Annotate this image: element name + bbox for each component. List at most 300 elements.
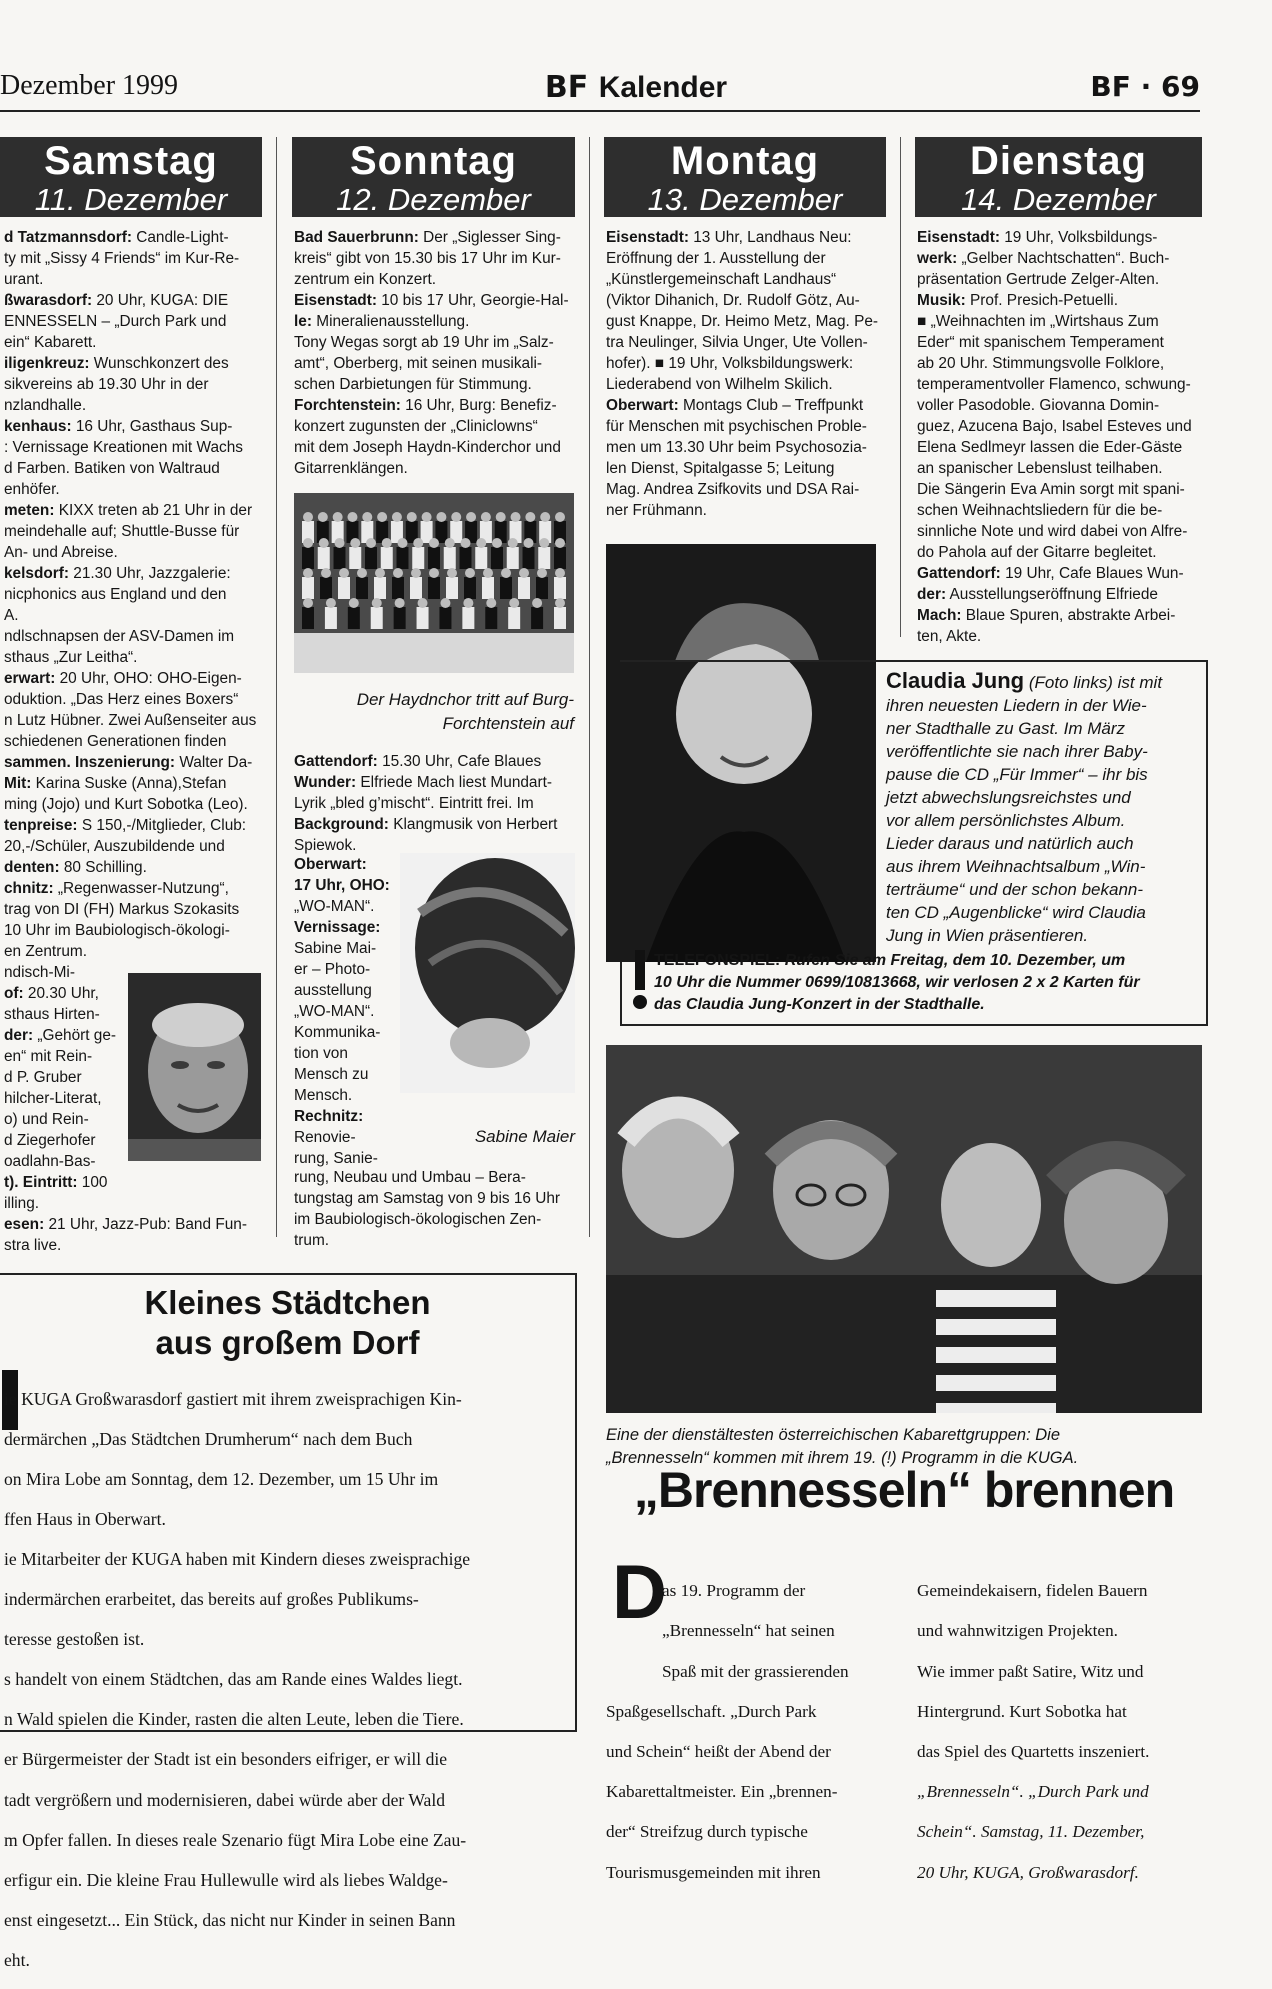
text-line: oadlahn-Bas- <box>4 1153 96 1170</box>
choir-singer-head <box>486 598 496 608</box>
text-line: Kabarettaltmeister. Ein „brennen- <box>606 1782 838 1802</box>
text-line: urant. <box>4 271 44 288</box>
choir-singer <box>507 547 519 569</box>
text-line: Gitarrenklängen. <box>294 460 408 477</box>
text-line: : Vernissage Kreationen mit Wachs <box>4 439 243 456</box>
text-line: Musik: Prof. Presich-Petuelli. <box>917 292 1119 309</box>
text-line: m Opfer fallen. In dieses reale Szenario fügt Mira Lobe eine Zau- <box>4 1829 467 1850</box>
phone-contest-line: 10 Uhr die Nummer 0699/10813668, wir verlosen 2 x 2 Karten für <box>654 974 1140 991</box>
choir-singer-head <box>525 512 535 522</box>
choir-singer <box>475 547 487 569</box>
text-line: Gemeindekaisern, fidelen Bauern <box>917 1581 1148 1601</box>
text-line: Eder“ mit spanischem Temperament <box>917 334 1164 351</box>
text-line: Gattendorf: 19 Uhr, Cafe Blaues Wun- <box>917 565 1184 582</box>
text-line: tungstag am Samstag von 9 bis 16 Uhr <box>294 1190 561 1207</box>
text-line: sammen. Inszenierung: Walter Da- <box>4 754 253 771</box>
choir-singer <box>302 547 314 569</box>
text-line: denten: 80 Schilling. <box>4 859 147 876</box>
tuesday-listings <box>917 227 1203 647</box>
text-line: ndisch-Mi- <box>4 964 75 981</box>
choir-singer-head <box>496 512 506 522</box>
text-line: guez, Azucena Bajo, Isabel Esteves und <box>917 418 1192 435</box>
choir-singer-head <box>347 512 357 522</box>
text-line: esen: 21 Uhr, Jazz-Pub: Band Fun- <box>4 1216 247 1233</box>
choir-singer-head <box>466 512 476 522</box>
choir-singer-head <box>392 512 402 522</box>
text-line: d Tatzmannsdorf: Candle-Light- <box>4 229 229 246</box>
choir-singer-head <box>461 538 471 548</box>
claudia-jung-line: jetzt abwechslungsreichstes und <box>886 788 1131 807</box>
choir-singer-head <box>349 598 359 608</box>
choir-singer <box>460 547 472 569</box>
choir-singer <box>338 577 350 599</box>
monday-listings <box>606 227 888 521</box>
text-line: „Brennesseln“ hat seinen <box>662 1621 835 1641</box>
claudia-jung-line: Jung in Wien präsentieren. <box>886 926 1089 945</box>
day-header-monday: Montag 13. Dezember <box>604 137 886 217</box>
text-line: trag von DI (FH) Markus Szokasits <box>4 901 240 918</box>
choir-singer <box>334 547 346 569</box>
text-line: rung, Neubau und Umbau – Bera- <box>294 1169 526 1186</box>
choir-singer-head <box>539 538 549 548</box>
choir-singer <box>392 577 404 599</box>
choir-singer <box>374 577 386 599</box>
choir-singer-head <box>366 538 376 548</box>
choir-singer-head <box>555 598 565 608</box>
text-line: illing. <box>4 1195 40 1212</box>
claudia-jung-line: vor allem persönlichstes Album. <box>886 811 1126 830</box>
text-line: er – Photo- <box>294 961 371 978</box>
choir-singer-head <box>555 568 565 578</box>
choir-singer-head <box>418 598 428 608</box>
text-line: (Viktor Dihanich, Dr. Rudolf Götz, Au- <box>606 292 860 309</box>
text-line: Elena Sedlmeyr lassen die Eder-Gäste <box>917 439 1183 456</box>
text-line: d P. Gruber <box>4 1069 82 1086</box>
choir-singer <box>439 607 451 629</box>
choir-singer <box>320 577 332 599</box>
claudia-jung-line: ihren neuesten Liedern in der Wie- <box>886 696 1147 715</box>
phone-contest-line: das Claudia Jung-Konzert in der Stadthalle. <box>654 996 985 1013</box>
choir-caption: Der Haydnchor tritt auf Burg- Forchtenstein auf <box>356 690 574 733</box>
text-line: Spaß mit der grassierenden <box>662 1661 849 1681</box>
choir-singer-head <box>407 512 417 522</box>
choir-singer-head <box>429 568 439 578</box>
choir-singer-head <box>481 512 491 522</box>
choir-singer <box>356 577 368 599</box>
section-name: Kalender <box>598 71 728 104</box>
text-line: ■ „Weihnachten im „Wirtshaus Zum <box>917 313 1159 330</box>
choir-singer-head <box>398 538 408 548</box>
text-line: im Baubiologisch-ökologischen Zen- <box>294 1211 542 1228</box>
text-line: tenpreise: S 150,-/Mitglieder, Club: <box>4 817 247 834</box>
text-line: sinnliche Note und wird dabei von Alfre- <box>917 523 1188 540</box>
text-line: ßwarasdorf: 20 Uhr, KUGA: DIE <box>4 292 229 309</box>
text-line: Vernissage: <box>294 919 381 936</box>
text-line: n Wald spielen die Kinder, rasten die alten Leute, leben die Tiere. <box>4 1709 464 1730</box>
text-line: enst eingesetzt... Ein Stück, das nicht nur Kinder in seinen Bann <box>4 1909 456 1930</box>
text-line: Mag. Andrea Zsifkovits und DSA Rai- <box>606 481 860 498</box>
choir-singer <box>318 547 330 569</box>
choir-singer <box>536 577 548 599</box>
text-line: Eisenstadt: 19 Uhr, Volksbildungs- <box>917 229 1158 246</box>
choir-singer <box>428 547 440 569</box>
text-line: Liederabend von Wilhelm Skilich. <box>606 376 833 393</box>
choir-singer <box>302 577 314 599</box>
choir-singer-head <box>463 598 473 608</box>
text-line: Forchtenstein: 16 Uhr, Burg: Benefiz- <box>294 397 557 414</box>
text-line: sthaus Hirten- <box>4 1006 100 1023</box>
text-line: werk: „Gelber Nachtschatten“. Buch- <box>917 250 1170 267</box>
text-line: erwart: 20 Uhr, OHO: OHO-Eigen- <box>4 670 242 687</box>
column-rule <box>900 137 901 637</box>
text-line: len Dienst, Spitalgasse 5; Leitung <box>606 460 835 477</box>
text-line: 10 Uhr im Baubiologisch-ökologi- <box>4 922 230 939</box>
text-line: kelsdorf: 21.30 Uhr, Jazzgalerie: <box>4 565 231 582</box>
text-line: 20,-/Schüler, Auszubildende und <box>4 838 225 855</box>
choir-singer <box>531 607 543 629</box>
text-line: ty mit „Sissy 4 Friends“ im Kur-Re- <box>4 250 240 267</box>
choir-singer <box>554 547 566 569</box>
text-line: sthaus „Zur Leitha“. <box>4 649 138 666</box>
text-line: schiedenen Generationen finden <box>4 733 227 750</box>
choir-singer-head <box>511 512 521 522</box>
text-line: „WO-MAN“. <box>294 1003 375 1020</box>
text-line: ffen Haus in Oberwart. <box>4 1508 166 1529</box>
claudia-jung-line: Lieder daraus und natürlich auch <box>886 834 1134 853</box>
choir-singer-head <box>422 512 432 522</box>
text-line: do Pahola auf der Gitarre begleitet. <box>917 544 1157 561</box>
choir-singer-head <box>319 538 329 548</box>
text-line: zentrum ein Konzert. <box>294 271 437 288</box>
choir-singer <box>302 607 314 629</box>
claudia-jung-line: terträume“ und der schon bekann- <box>886 880 1144 899</box>
claudia-jung-photo-overlap <box>606 662 876 962</box>
text-line: ming (Jojo) und Kurt Sobotka (Leo). <box>4 796 248 813</box>
text-line: iligenkreuz: Wunschkonzert des <box>4 355 229 372</box>
text-line: n Lutz Hübner. Zwei Außenseiter aus <box>4 712 257 729</box>
sunday-listings-top <box>294 227 576 479</box>
choir-singer-head <box>382 538 392 548</box>
choir-singer <box>485 607 497 629</box>
choir-singer-head <box>447 568 457 578</box>
text-line: „Künstlergemeinschaft Landhaus“ <box>606 271 837 288</box>
claudia-jung-text: Claudia Jung (Foto links) ist mit ihren neuesten Liedern in der Wie- ner Stadthalle zu Gast. Im März veröffentlichte sie nach ihrer Baby- pause die CD „Für Immer“ – ihr bis jetzt abwechslungsreichstes und vor allem persönlichstes Album. Lieder daraus und natürlich auch aus ihrem Weihnachtsalbum „Win- terträume“ und der schon bekann- ten CD „Augenblicke“ wird Claudia Jung in Wien präsentieren. <box>886 669 1202 947</box>
choir-singer <box>554 577 566 599</box>
text-line: 17 Uhr, OHO: <box>294 877 390 894</box>
claudia-jung-line: veröffentlichte sie nach ihrer Baby- <box>886 742 1148 761</box>
choir-singer <box>417 607 429 629</box>
choir-singer <box>444 547 456 569</box>
page-number: BF · 69 <box>1090 70 1200 103</box>
choir-singer-head <box>303 568 313 578</box>
choir-singer-head <box>393 568 403 578</box>
text-line: Mensch. <box>294 1087 353 1104</box>
choir-singer-head <box>465 568 475 578</box>
choir-singer-head <box>483 568 493 578</box>
text-line: amt“, Oberberg, mit seinen musikali- <box>294 355 543 372</box>
text-line: ausstellung <box>294 982 372 999</box>
text-line: Lyrik „bled g’mischt“. Eintritt frei. Im <box>294 795 534 812</box>
text-line: ndlschnapsen der ASV-Damen im <box>4 628 235 645</box>
sunday-listings-mid <box>294 751 576 856</box>
text-line: tadt vergrößern und modernisieren, dabei würde aber der Wald <box>4 1789 446 1810</box>
text-line: sikvereins ab 19.30 Uhr in der <box>4 376 209 393</box>
choir-singer <box>554 607 566 629</box>
brennesseln-group-photo <box>606 1045 1202 1413</box>
text-line: as 19. Programm der <box>662 1581 806 1601</box>
text-line: s handelt von einem Städtchen, das am Rande eines Waldes liegt. <box>4 1669 463 1690</box>
claudia-jung-name: Claudia Jung <box>886 668 1025 693</box>
choir-singer <box>412 547 424 569</box>
text-line: Wunder: Elfriede Mach liest Mundart- <box>294 774 553 791</box>
text-line: Bad Sauerbrunn: Der „Siglesser Sing- <box>294 229 561 246</box>
text-line: gust Knappe, Dr. Heimo Metz, Mag. Pe- <box>606 313 879 330</box>
choir-singer-head <box>339 568 349 578</box>
phone-contest: TELEFONSPIEL: Rufen Sie am Freitag, dem 10. Dezember, um 10 Uhr die Nummer 0699/10813668, wir verlosen 2 x 2 Karten für das Claudia Jung-Konzert in der Stadthalle. <box>654 950 1202 1016</box>
text-line: präsentation Gertrude Zelger-Alten. <box>917 271 1160 288</box>
sabine-maier-photo <box>400 853 575 1093</box>
choir-singer-head <box>532 598 542 608</box>
exclamation-icon <box>630 950 650 1010</box>
text-line: Die Sängerin Eva Amin sorgt mit spani- <box>917 481 1185 498</box>
text-line: An- und Abreise. <box>4 544 118 561</box>
text-line: o) und Rein- <box>4 1111 89 1128</box>
text-line: Mit: Karina Suske (Anna),Stefan <box>4 775 227 792</box>
choir-singer-head <box>519 568 529 578</box>
choir-singer <box>508 607 520 629</box>
text-line: kreis“ gibt von 15.30 bis 17 Uhr im Kur- <box>294 250 561 267</box>
choir-singer <box>325 607 337 629</box>
text-line: Eisenstadt: 10 bis 17 Uhr, Georgie-Hal- <box>294 292 569 309</box>
text-line: das Spiel des Quartetts inszeniert. <box>917 1741 1150 1761</box>
day-header-saturday: Samstag 11. Dezember <box>0 137 262 217</box>
text-line: t). Eintritt: 100 <box>4 1174 108 1191</box>
text-line: Sabine Mai- <box>294 940 377 957</box>
text-line: Schein“. Samstag, 11. Dezember, <box>917 1822 1145 1842</box>
header-rule <box>0 110 1200 112</box>
text-line: ten, Akte. <box>917 628 982 645</box>
choir-singer-head <box>372 598 382 608</box>
text-line: Gattendorf: 15.30 Uhr, Cafe Blaues <box>294 753 542 770</box>
choir-singer-head <box>362 512 372 522</box>
text-line: Oberwart: Montags Club – Treffpunkt <box>606 397 864 414</box>
text-line: en“ mit Rein- <box>4 1048 93 1065</box>
text-line: chnitz: „Regenwasser-Nutzung“, <box>4 880 229 897</box>
choir-singer <box>348 607 360 629</box>
choir-singer-head <box>476 538 486 548</box>
choir-photo <box>294 493 574 673</box>
phone-contest-label: TELEFONSPIEL: <box>654 952 781 969</box>
choir-singer-head <box>524 538 534 548</box>
choir-singer-head <box>318 512 328 522</box>
choir-singer-head <box>509 598 519 608</box>
bf-logo: BF <box>544 70 589 105</box>
claudia-jung-line: ner Stadthalle zu Gast. Im März <box>886 719 1126 738</box>
choir-singer <box>397 547 409 569</box>
choir-singer-head <box>540 512 550 522</box>
text-line: enhöfer. <box>4 481 60 498</box>
choir-singer-head <box>413 538 423 548</box>
text-line: der: Ausstellungseröffnung Elfriede <box>917 586 1158 603</box>
text-line: Wie immer paßt Satire, Witz und <box>917 1661 1144 1681</box>
choir-singer-head <box>429 538 439 548</box>
text-line: Spiewok. <box>294 837 357 854</box>
text-line: ab 20 Uhr. Stimmungsvolle Folklore, <box>917 355 1165 372</box>
text-line: rung, Sanie- <box>294 1150 378 1167</box>
brennesseln-text-col1 <box>606 1562 888 1901</box>
text-line: Hintergrund. Kurt Sobotka hat <box>917 1701 1127 1721</box>
choir-singer-head <box>377 512 387 522</box>
claudia-jung-line: pause die CD „Für Immer“ – ihr bis <box>886 765 1148 784</box>
text-line: meten: KIXX treten ab 21 Uhr in der <box>4 502 253 519</box>
choir-singer <box>538 547 550 569</box>
column-rule <box>589 137 590 1237</box>
sunday-listings-narrow <box>294 854 394 1169</box>
text-line: Tony Wegas sorgt ab 19 Uhr im „Salz- <box>294 334 554 351</box>
text-line: en Zentrum. <box>4 943 87 960</box>
choir-singer-head <box>375 568 385 578</box>
text-line: teresse gestoßen ist. <box>4 1629 145 1650</box>
text-line: der: „Gehört ge- <box>4 1027 117 1044</box>
text-line: tion von <box>294 1045 348 1062</box>
choir-singer <box>446 577 458 599</box>
text-line: Mach: Blaue Spuren, abstrakte Arbei- <box>917 607 1176 624</box>
text-line: er Bürgermeister der Stadt ist ein besonders eifriger, er will die <box>4 1749 448 1770</box>
choir-singer <box>428 577 440 599</box>
text-line: der“ Streifzug durch typische <box>606 1822 808 1842</box>
text-line: d Ziegerhofer <box>4 1132 96 1149</box>
sunday-listings-bottom <box>294 1167 576 1251</box>
day-header-sunday: Sonntag 12. Dezember <box>292 137 575 217</box>
text-line: tra Neulinger, Silvia Unger, Ute Vollen- <box>606 334 868 351</box>
text-line: an spanischer Lebenslust teilhaben. <box>917 460 1163 477</box>
text-line: men um 13.30 Uhr beim Psychosozia- <box>606 439 867 456</box>
text-line: temperamentvoller Flamenco, schwung- <box>917 376 1191 393</box>
brennesseln-text-col2 <box>917 1562 1204 1901</box>
text-line: eht. <box>4 1949 30 1970</box>
text-line: ie KUGA Großwarasdorf gastiert mit ihrem zweisprachigen Kin- <box>4 1388 462 1409</box>
text-line: oduktion. „Das Herz eines Boxers“ <box>4 691 239 708</box>
sabine-caption: Sabine Maier <box>474 1127 575 1146</box>
choir-singer-head <box>508 538 518 548</box>
choir-singer <box>365 547 377 569</box>
text-line: stra live. <box>4 1237 62 1254</box>
choir-singer-head <box>326 598 336 608</box>
text-line: Renovie- <box>294 1129 356 1146</box>
kleines-staedtchen-text <box>4 1370 564 1989</box>
text-line: Eröffnung der 1. Ausstellung der <box>606 250 826 267</box>
choir-singer-head <box>537 568 547 578</box>
text-line: hilcher-Literat, <box>4 1090 102 1107</box>
text-line: und Schein“ heißt der Abend der <box>606 1741 831 1761</box>
choir-singer <box>482 577 494 599</box>
text-line: für Menschen mit psychischen Proble- <box>606 418 867 435</box>
choir-singer-head <box>350 538 360 548</box>
text-line: dermärchen „Das Städtchen Drumherum“ nach dem Buch <box>4 1428 413 1449</box>
choir-singer <box>523 547 535 569</box>
text-line: Mensch zu <box>294 1066 369 1083</box>
text-line: Eisenstadt: 13 Uhr, Landhaus Neu: <box>606 229 852 246</box>
text-line: hofer). ■ 19 Uhr, Volksbildungswerk: <box>606 355 854 372</box>
text-line: Rechnitz: <box>294 1108 364 1125</box>
text-line: voller Pasodoble. Giovanna Domin- <box>917 397 1160 414</box>
brennesseln-headline: „Brennesseln“ brennen <box>633 1462 1175 1518</box>
choir-singer <box>500 577 512 599</box>
text-line: Tourismusgemeinden mit ihren <box>606 1862 821 1882</box>
text-line: d Farben. Batiken von Waltraud <box>4 460 220 477</box>
claudia-jung-line: ten CD „Augenblicke“ wird Claudia <box>886 903 1146 922</box>
text-line: ie Mitarbeiter der KUGA haben mit Kindern dieses zweisprachige <box>4 1548 471 1569</box>
text-line: Kommunika- <box>294 1024 381 1041</box>
text-line: ner Frühmann. <box>606 502 707 519</box>
choir-singer <box>518 577 530 599</box>
text-line: on Mira Lobe am Sonntag, dem 12. Dezember, um 15 Uhr im <box>4 1468 439 1489</box>
portrait-photo-man <box>128 973 261 1161</box>
dropcap-d: D <box>612 1550 667 1635</box>
text-line: erfigur ein. Die kleine Frau Hullewulle wird als liebes Waldge- <box>4 1869 448 1890</box>
issue-date: Dezember 1999 <box>0 70 179 101</box>
text-line: indermärchen erarbeitet, das bereits auf großes Publikums- <box>4 1589 419 1610</box>
text-line: le: Mineralienausstellung. <box>294 313 470 330</box>
choir-singer <box>462 607 474 629</box>
choir-singer-head <box>333 512 343 522</box>
choir-singer-head <box>321 568 331 578</box>
choir-singer-head <box>492 538 502 548</box>
column-rule <box>276 137 277 1237</box>
text-line: A. <box>4 607 19 624</box>
choir-singer <box>371 607 383 629</box>
text-line: schen Weihnachtsliedern für die be- <box>917 502 1163 519</box>
text-line: „Brennesseln“. „Durch Park und <box>917 1782 1149 1802</box>
choir-singer-head <box>555 512 565 522</box>
kleines-staedtchen-title: Kleines Städtchen aus großem Dorf <box>144 1284 431 1361</box>
choir-singer <box>349 547 361 569</box>
text-line: nicphonics aus England und den <box>4 586 227 603</box>
choir-singer <box>464 577 476 599</box>
text-line: ein“ Kabarett. <box>4 334 97 351</box>
choir-singer-head <box>555 538 565 548</box>
choir-singer-head <box>303 598 313 608</box>
text-line: konzert zugunsten der „Cliniclowns“ <box>294 418 538 435</box>
text-line: kenhaus: 16 Uhr, Gasthaus Sup- <box>4 418 233 435</box>
text-line: ENNESSELN – „Durch Park und <box>4 313 227 330</box>
choir-singer-head <box>501 568 511 578</box>
choir-singer-head <box>303 538 313 548</box>
text-line: Background: Klangmusik von Herbert <box>294 816 558 833</box>
text-line: Oberwart: <box>294 856 367 873</box>
choir-singer-head <box>303 512 313 522</box>
choir-singer-head <box>395 598 405 608</box>
choir-singer <box>394 607 406 629</box>
choir-singer <box>491 547 503 569</box>
choir-singer-head <box>445 538 455 548</box>
text-line: mit dem Joseph Haydn-Kinderchor und <box>294 439 561 456</box>
choir-singer-head <box>451 512 461 522</box>
choir-singer-head <box>357 568 367 578</box>
text-line: nzlandhalle. <box>4 397 87 414</box>
text-line: trum. <box>294 1232 330 1249</box>
text-line: „WO-MAN“. <box>294 898 375 915</box>
day-header-tuesday: Dienstag 14. Dezember <box>915 137 1202 217</box>
group-photo-caption: Eine der dienstältesten österreichischen Kabarettgruppen: Die „Brennesseln“ kommen mit ihrem 19. (!) Programm in die KUGA. <box>606 1426 1079 1467</box>
section-title <box>0 70 1272 105</box>
text-line: meindehalle auf; Shuttle-Busse für <box>4 523 240 540</box>
text-line: of: 20.30 Uhr, <box>4 985 99 1002</box>
text-line: und wahnwitzigen Projekten. <box>917 1621 1118 1641</box>
choir-singer-head <box>436 512 446 522</box>
choir-singer <box>381 547 393 569</box>
choir-singer-head <box>335 538 345 548</box>
